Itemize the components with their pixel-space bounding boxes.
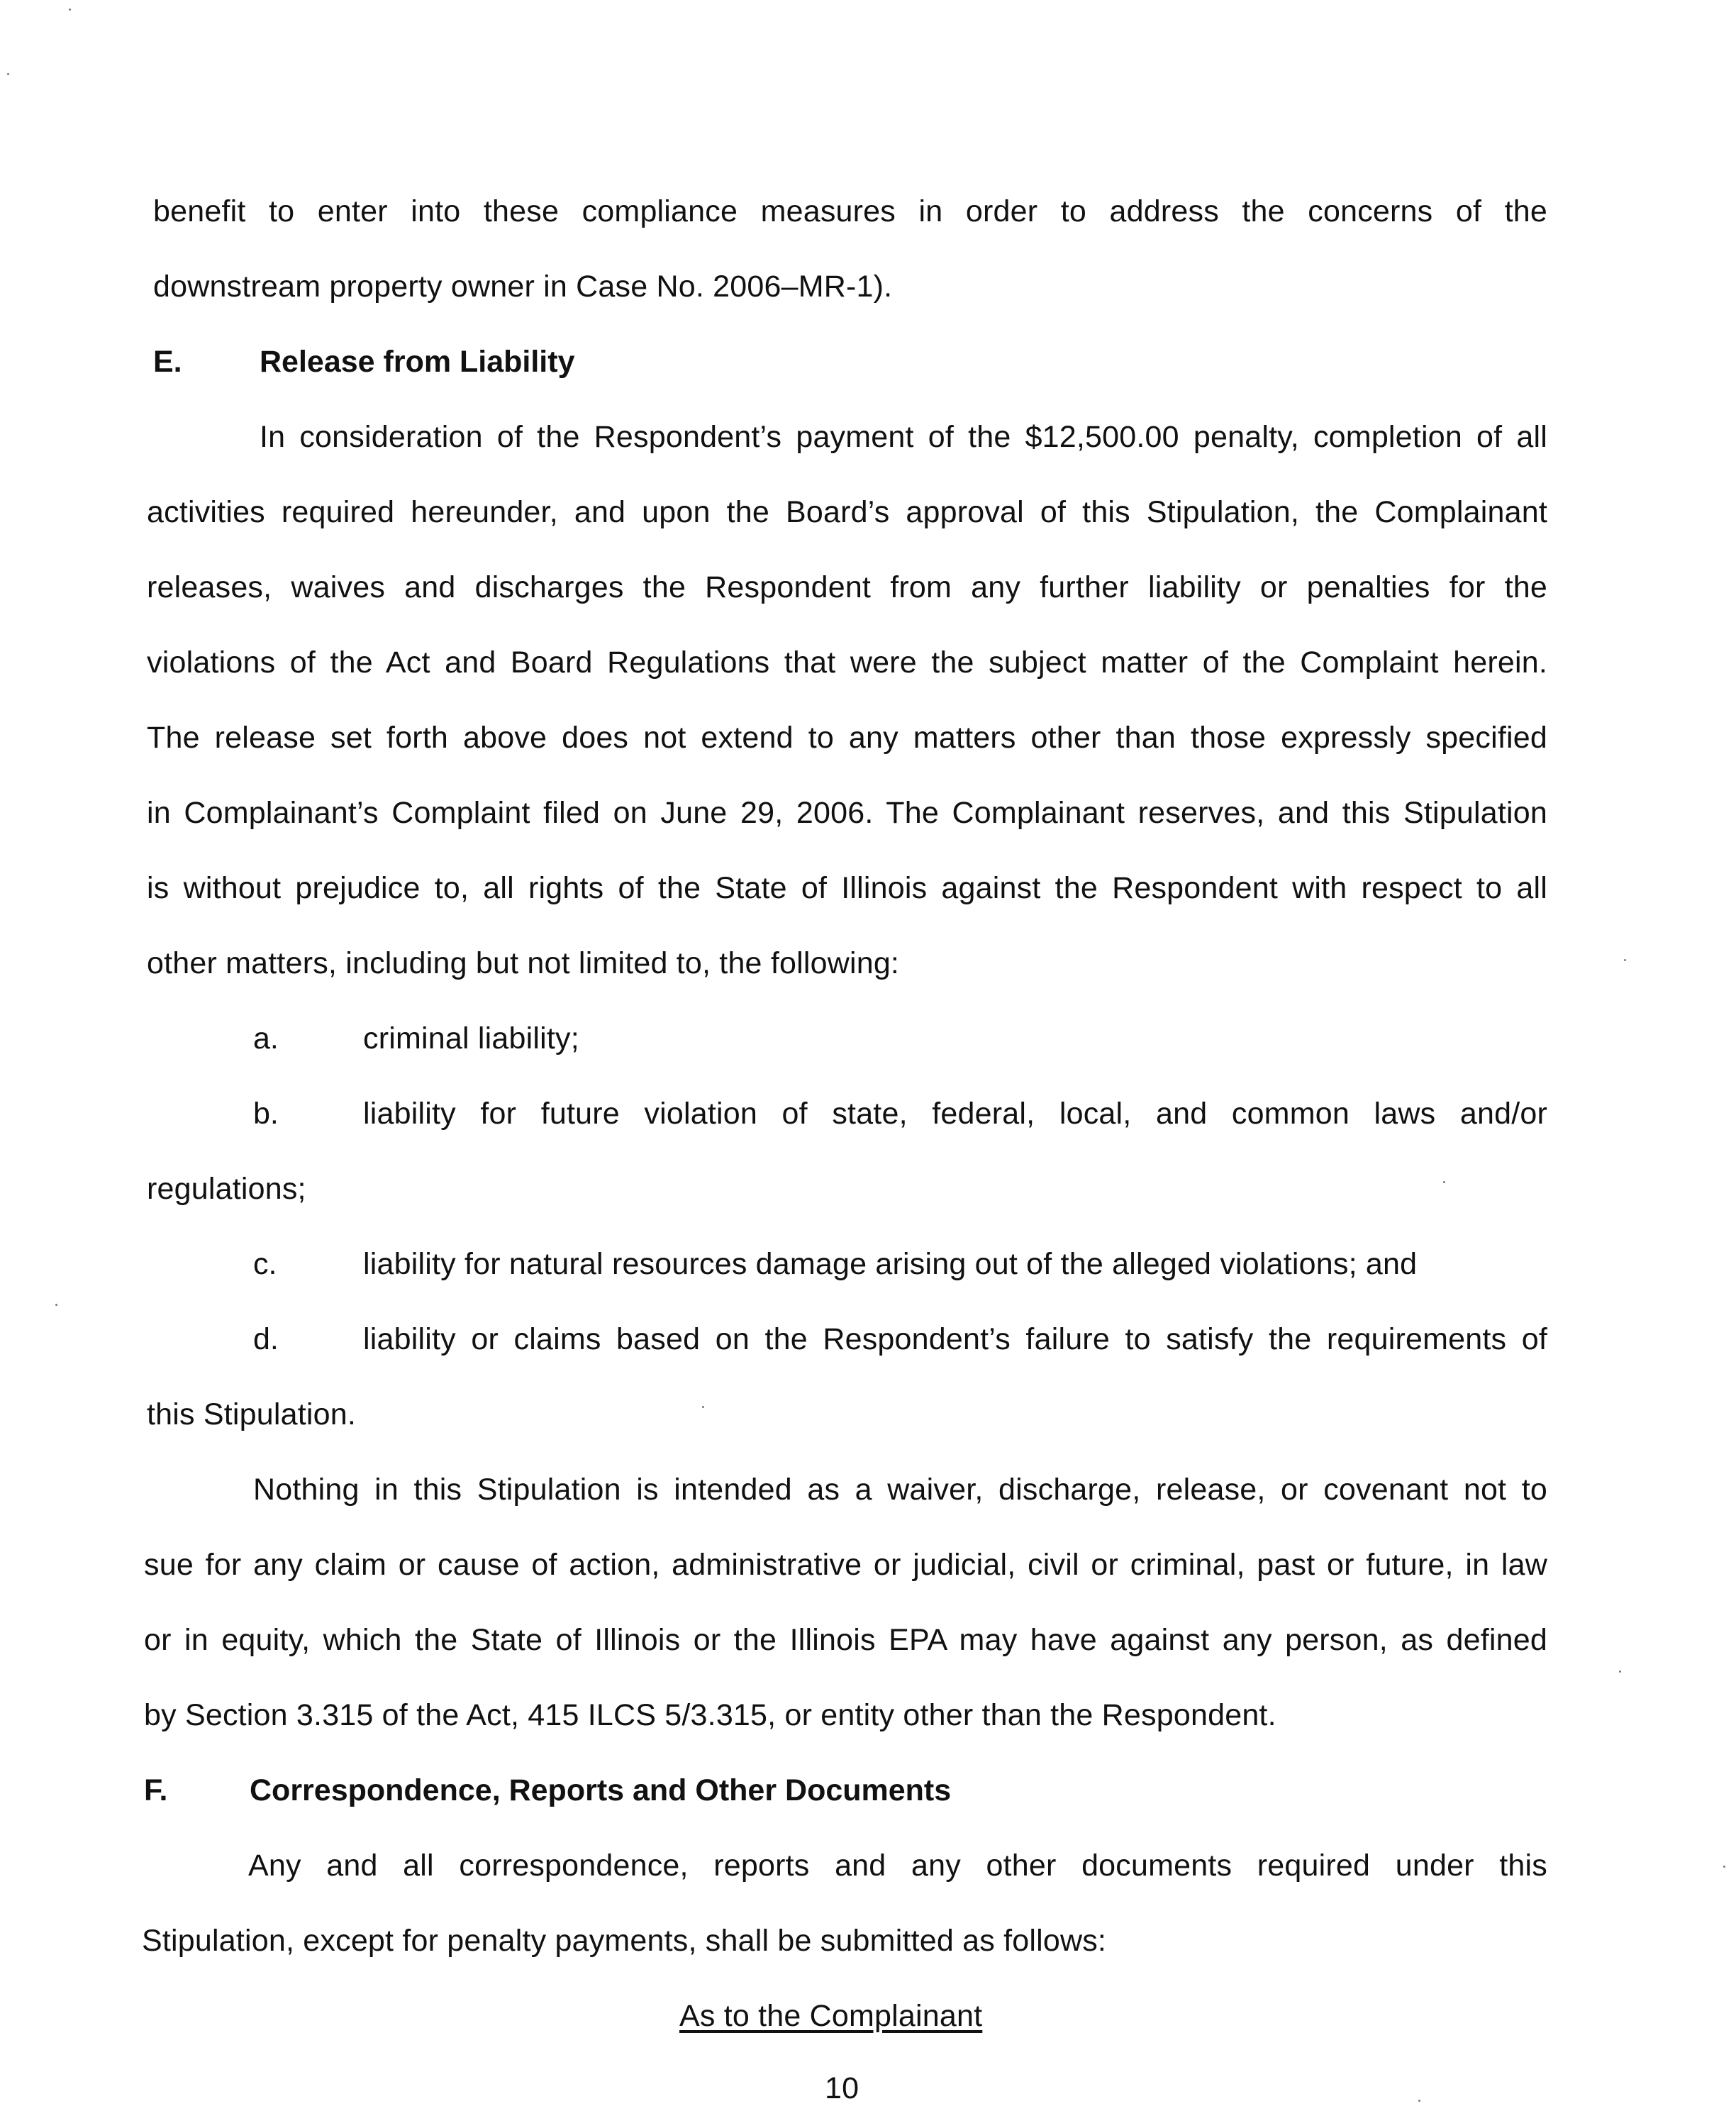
list-item-a: criminal liability; bbox=[363, 1021, 579, 1056]
body-line: sue for any claim or cause of action, administrative or judicial, civil or criminal, past or future, in law bbox=[144, 1548, 1547, 1582]
body-line: in Complainant’s Complaint filed on June 29, 2006. The Complainant reserves, and this Stipulation bbox=[147, 796, 1547, 830]
scan-speck bbox=[1443, 1181, 1445, 1183]
body-line: is without prejudice to, all rights of the State of Illinois against the Respondent with respect to all bbox=[147, 871, 1547, 905]
scan-speck bbox=[702, 1406, 704, 1408]
section-e-letter: E. bbox=[153, 345, 182, 379]
section-e-title: Release from Liability bbox=[260, 345, 575, 379]
body-line: In consideration of the Respondent’s payment of the $12,500.00 penalty, completion of all bbox=[260, 420, 1547, 454]
complainant-subheading: As to the Complainant bbox=[679, 1999, 983, 2033]
body-line: Any and all correspondence, reports and any other documents required under this bbox=[248, 1849, 1547, 1883]
scan-speck bbox=[1723, 1866, 1725, 1868]
section-f-letter: F. bbox=[144, 1773, 168, 1807]
body-line: activities required hereunder, and upon the Board’s approval of this Stipulation, the Complainant bbox=[147, 495, 1547, 529]
list-item-b: liability for future violation of state, federal, local, and common laws and/or bbox=[363, 1097, 1547, 1131]
list-item-d: liability or claims based on the Respondent’s failure to satisfy the requirements of bbox=[363, 1322, 1547, 1356]
list-item-c: liability for natural resources damage arising out of the alleged violations; and bbox=[363, 1247, 1418, 1281]
body-line: downstream property owner in Case No. 2006–MR-1). bbox=[153, 270, 893, 304]
list-marker-a: a. bbox=[253, 1021, 279, 1056]
scan-speck bbox=[1624, 959, 1626, 961]
body-line: violations of the Act and Board Regulations that were the subject matter of the Complaint herein. bbox=[147, 646, 1547, 680]
section-f-title: Correspondence, Reports and Other Documents bbox=[250, 1773, 952, 1807]
scan-speck bbox=[55, 1304, 57, 1306]
body-line: The release set forth above does not extend to any matters other than those expressly specified bbox=[147, 721, 1547, 755]
body-line: or in equity, which the State of Illinois or the Illinois EPA may have against any person, as defined bbox=[144, 1623, 1547, 1657]
list-marker-d: d. bbox=[253, 1322, 279, 1356]
list-marker-b: b. bbox=[253, 1097, 279, 1131]
scan-speck bbox=[7, 73, 9, 75]
body-line: releases, waives and discharges the Respondent from any further liability or penalties for the bbox=[147, 570, 1547, 604]
body-line: Stipulation, except for penalty payments, shall be submitted as follows: bbox=[142, 1924, 1107, 1958]
page-number: 10 bbox=[825, 2071, 859, 2105]
list-item-d-continuation: this Stipulation. bbox=[147, 1397, 357, 1431]
body-line: other matters, including but not limited to, the following: bbox=[147, 946, 900, 980]
scan-speck bbox=[1619, 1670, 1621, 1673]
list-marker-c: c. bbox=[253, 1247, 277, 1281]
list-item-b-continuation: regulations; bbox=[147, 1172, 306, 1206]
scan-speck bbox=[1418, 2100, 1420, 2102]
body-line: benefit to enter into these compliance measures in order to address the concerns of the bbox=[153, 194, 1547, 228]
body-line: Nothing in this Stipulation is intended as a waiver, discharge, release, or covenant not to bbox=[253, 1473, 1547, 1507]
scan-speck bbox=[69, 9, 71, 11]
body-line: by Section 3.315 of the Act, 415 ILCS 5/3.315, or entity other than the Respondent. bbox=[144, 1698, 1276, 1732]
